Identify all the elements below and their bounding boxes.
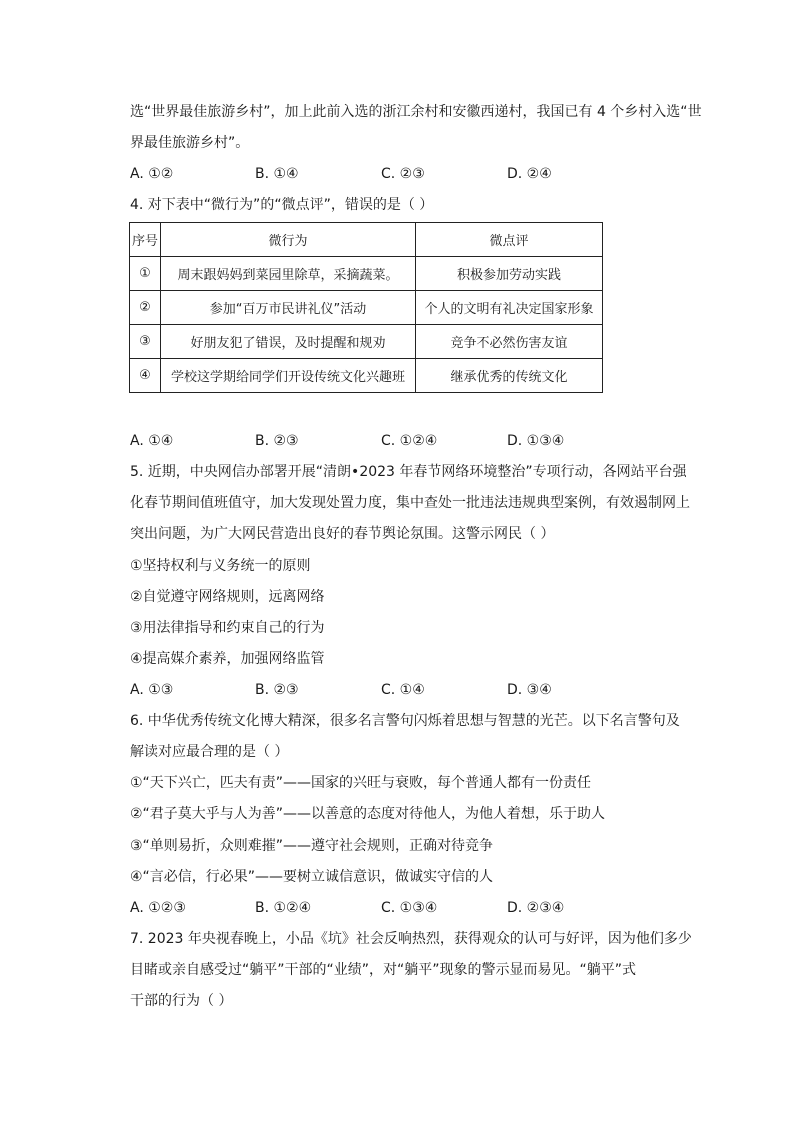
q6-text-line-2: 解读对应最合理的是（ ） — [130, 744, 289, 760]
table-cell-index: ② — [130, 291, 161, 325]
q5-option-a[interactable]: A. ①③ — [130, 682, 174, 698]
q5-item-4: ④提高媒介素养，加强网络监管 — [130, 651, 325, 667]
q4-option-d[interactable]: D. ①③④ — [507, 433, 565, 449]
table-cell-behavior: 好朋友犯了错误，及时提醒和规劝 — [161, 325, 416, 359]
q5-item-1: ①坚持权利与义务统一的原则 — [130, 558, 311, 574]
table-cell-behavior: 学校这学期给同学们开设传统文化兴趣班 — [161, 359, 416, 393]
q6-option-c[interactable]: C. ①③④ — [381, 900, 438, 916]
table-cell-comment: 积极参加劳动实践 — [416, 257, 603, 291]
table-header-behavior: 微行为 — [161, 223, 416, 257]
q7-text-line-2: 目睹或亲自感受过“躺平”干部的“业绩”，对“躺平”现象的警示显而易见。“躺平”式 — [130, 962, 637, 978]
q3-option-a[interactable]: A. ①② — [130, 166, 174, 182]
q5-item-3: ③用法律指导和约束自己的行为 — [130, 620, 325, 636]
q5-text-line-2: 化春节期间值班值守，加大发现处置力度，集中查处一批违法违规典型案例，有效遏制网上 — [130, 495, 690, 511]
q3-option-d[interactable]: D. ②④ — [507, 166, 552, 182]
table-cell-index: ③ — [130, 325, 161, 359]
q5-item-2: ②自觉遵守网络规则，远离网络 — [130, 589, 325, 605]
table-cell-index: ① — [130, 257, 161, 291]
table-cell-comment: 个人的文明有礼决定国家形象 — [416, 291, 603, 325]
q3-text-line-2: 界最佳旅游乡村”。 — [130, 135, 250, 151]
q5-option-d[interactable]: D. ③④ — [507, 682, 552, 698]
table-header-index: 序号 — [130, 223, 161, 257]
table-row — [130, 359, 603, 393]
q6-option-b[interactable]: B. ①②④ — [255, 900, 312, 916]
q6-option-a[interactable]: A. ①②③ — [130, 900, 186, 916]
q5-option-b[interactable]: B. ②③ — [255, 682, 299, 698]
q6-item-3: ③“单则易折，众则难摧”——遵守社会规则，正确对待竞争 — [130, 838, 494, 854]
table-header-comment: 微点评 — [416, 223, 603, 257]
q7-text-line-3: 干部的行为（ ） — [130, 993, 233, 1009]
q4-table — [129, 222, 603, 393]
q3-option-c[interactable]: C. ②③ — [381, 166, 425, 182]
q3-option-b[interactable]: B. ①④ — [255, 166, 299, 182]
table-cell-index: ④ — [130, 359, 161, 393]
q6-item-2: ②“君子莫大乎与人为善”——以善意的态度对待他人，为他人着想，乐于助人 — [130, 806, 606, 822]
q4-option-b[interactable]: B. ②③ — [255, 433, 299, 449]
q3-text-line-1: 选“世界最佳旅游乡村”，加上此前入选的浙江余村和安徽西递村，我国已有 4 个乡村入选“世 — [130, 104, 702, 120]
table-header-row — [130, 223, 603, 257]
table-cell-comment: 继承优秀的传统文化 — [416, 359, 603, 393]
q6-item-1: ①“天下兴亡，匹夫有责”——国家的兴旺与衰败，每个普通人都有一份责任 — [130, 775, 592, 791]
q6-item-4: ④“言必信，行必果”——要树立诚信意识，做诚实守信的人 — [130, 869, 494, 885]
q4-option-c[interactable]: C. ①②④ — [381, 433, 438, 449]
q7-text-line-1: 7. 2023 年央视春晚上，小品《坑》社会反响热烈，获得观众的认可与好评，因为他们多少 — [130, 931, 692, 947]
q5-option-c[interactable]: C. ①④ — [381, 682, 425, 698]
q4-option-a[interactable]: A. ①④ — [130, 433, 174, 449]
q6-option-d[interactable]: D. ②③④ — [507, 900, 565, 916]
table-row — [130, 257, 603, 291]
table-cell-comment: 竞争不必然伤害友谊 — [416, 325, 603, 359]
table-cell-behavior: 参加“百万市民讲礼仪”活动 — [161, 291, 416, 325]
q5-text-line-3: 突出问题，为广大网民营造出良好的春节舆论氛围。这警示网民（ ） — [130, 526, 555, 542]
q4-stem: 4. 对下表中“微行为”的“微点评”，错误的是（ ） — [130, 197, 434, 213]
q5-text-line-1: 5. 近期，中央网信办部署开展“清朗•2023 年春节网络环境整治”专项行动，各网站平台强 — [130, 464, 687, 480]
table-cell-behavior: 周末跟妈妈到菜园里除草，采摘蔬菜。 — [161, 257, 416, 291]
q6-text-line-1: 6. 中华优秀传统文化博大精深，很多名言警句闪烁着思想与智慧的光芒。以下名言警句及 — [130, 713, 680, 729]
table-row — [130, 291, 603, 325]
table-row — [130, 325, 603, 359]
